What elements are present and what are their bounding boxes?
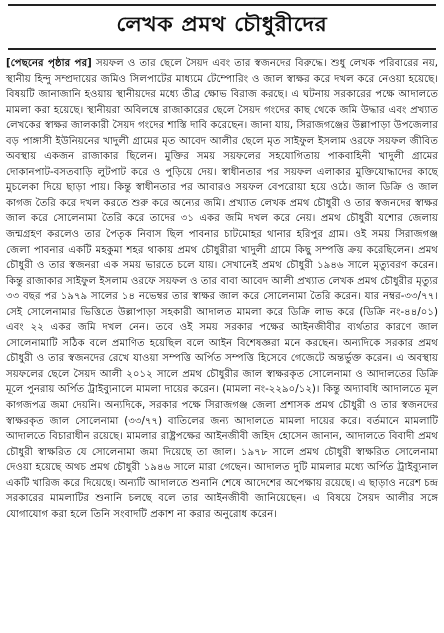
- headline: লেখক প্রমথ চৌধুরীদের: [116, 12, 328, 36]
- continued-from-label: [পেছনের পৃষ্ঠার পর]: [6, 58, 92, 69]
- headline-box: [8, 4, 436, 50]
- article-body-text: সয়ফল ও তার ছেলে সৈয়দ এবং তার স্বজনদের বিরুদ্ধে। শুধু লেখক পরিবারের নয়, স্থানীয় হিন্দু সম্প্রদায়ের জমিও সিলপাটের মাধ্যমে টেম্পোরিং ও জাল স্বাক্ষর করে দখল করে নেওয়া হয়েছে। বিষয়টি জানাজানি হওয়ায় স্থানীয়দের মধ্যে তীব্র ক্ষোভ বিরাজ করছে। এ ঘটনায় সরকারের পক্ষে আদালতে মামলা করা হয়েছে। স্থানীয়রা অবিলম্বে রাজাকারের ছেলে সৈয়দ গংদের কাছ থেকে জমি উদ্ধার এবং প্রখ্যাত লেখকের স্বাক্ষর জালকারী সৈয়দ গংদের শাস্তি দাবি করেছেন। জানা যায়, সিরাজগঞ্জের উল্লাপাড়া উপজেলার বড় পাঙ্গাসী ইউনিয়নের খাদুলী গ্রামের মৃত আবেদ আলীর ছেলে মৃত সাইফুল ইসলাম ওরফে সয়ফল জীবিত অবস্থায় একজন রাজাকার ছিলেন। মুক্তির সময় সয়ফলের সহযোগিতায় পাকবাহিনী খাদুলী গ্রামের দোকানপাট-বসতবাড়ি লুটপাট করে ও পুড়িয়ে দেয়। স্বাধীনতার পর সয়ফল এলাকার মুক্তিযোদ্ধাদের কাছে মুচলেকা দিয়ে ছাড়া পায়। কিন্তু স্বাধীনতার পর আবারও সয়ফল বেপরোয়া হয়ে ওঠে। জাল ডিক্রি ও জাল কাগজ তৈরি করে দখল করতে শুরু করে অন্যের জমি। প্রখ্যাত লেখক প্রমথ চৌধুরী ও তার স্বজনদের স্বাক্ষর জাল করে সোলেনামা তৈরি করে তাদের ৩১ একর জমি দখল করে নেয়। প্রমথ চৌধুরী যশোর জেলায় জন্মগ্রহণ করলেও তার পৈতৃক নিবাস ছিল পাবনার চাটমোহর থানার হরিপুর গ্রাম। ওই সময় সিরাজগঞ্জ জেলা পাবনার একটি মহকুমা শহর থাকায় প্রমথ চৌধুরীরা খাদুলী গ্রামে কিছু সম্পত্তি ক্রয় করেছিলেন। প্রমথ চৌধুরী ও তার স্বজনরা এক সময় ভারতে চলে যায়। সেখানেই প্রমথ চৌধুরী ১৯৪৬ সালে মৃত্যুবরণ করেন। কিন্তু রাজাকার সাইফুল ইসলাম ওরফে সয়ফল ও তার বাবা আবেদ আলী প্রখ্যাত লেখক প্রমথ চৌধুরীর মৃত্যুর ৩৩ বছর পর ১৯৭৯ সালের ১৪ নভেম্বর তার স্বাক্ষর জাল করে সোলেনামা তৈরি করেন। যার নম্বর-৩৩/৭৭। সেই সোলেনামার ভিত্তিতে উল্লাপাড়া সহকারী আদালত মামলা করে ডিক্রি লাভ করে (ডিক্রি নং-৪৪/০১) এবং ২২ একর জমি দখল নেন। তবে ওই সময় সরকার পক্ষের আইনজীবীর ব্যর্থতার কারণে জাল সোলেনামাটি সঠিক বলে প্রমাণিত হয়েছিল বলে আইন বিশেষজ্ঞরা মনে করছেন। অন্যদিকে সরকার প্রমথ চৌধুরী ও তার স্বজনদের রেখে যাওয়া সম্পত্তি অর্পিত সম্পত্তি হিসেবে গেজেটে অন্তর্ভুক্ত করেন। এ অবস্থায় সয়ফলের ছেলে সৈয়দ আলী ২০১২ সালে প্রমথ চৌধুরীর জাল স্বাক্ষরকৃত সোলেনামা ও আদালতের ডিক্রি মূলে পুনরায় অর্পিত ট্রাইব্যুনালে মামলা দায়ের করেন। (মামলা নং-২২৯০/১২)। কিন্তু অদ্যাবধি আদালতে মূল কাগজপত্র জমা দেয়নি। অন্যদিকে, সরকার পক্ষে সিরাজগঞ্জ জেলা প্রশাসক প্রমথ চৌধুরী ও তার স্বজনদের স্বাক্ষরকৃত জাল সোলেনামা (৩৩/৭৭) বাতিলের জন্য আদালতে মামলা দায়ের করে। বর্তমানে মামলাটি আদালতে বিচারাধীন রয়েছে। মামলার রাষ্ট্রপক্ষের আইনজীবী জহিদ হোসেন জানান, আদালতে বিবাদী প্রমথ চৌধুরী স্বাক্ষরিত যে সোলেনামা জমা দিয়েছে তা জাল। ১৯৭৮ সালে প্রমথ চৌধুরী স্বাক্ষরিত সোলেনামা দেওয়া হয়েছে অথচ প্রমথ চৌধুরী ১৯৪৬ সালে মারা গেছেন। আদালত দুটি মামলার মধ্যে অর্পিত ট্রাইব্যুনাল একটি খারিজ করে দিয়েছে। অন্যটি আদালতে শুনানি শেষে আদেশের অপেক্ষায় রয়েছে। এ ছাড়াও নরেশ চন্দ্র সরকারের মামলাটির শুনানি চলছে বলে তার আইনজীবী জানিয়েছেন। এ বিষয়ে সৈয়দ আলীর সঙ্গে যোগাযোগ করা হলে তিনি সংবাদটি প্রকাশ না করার অনুরোধ করেন।: [6, 58, 438, 520]
- article-body: [6, 56, 438, 522]
